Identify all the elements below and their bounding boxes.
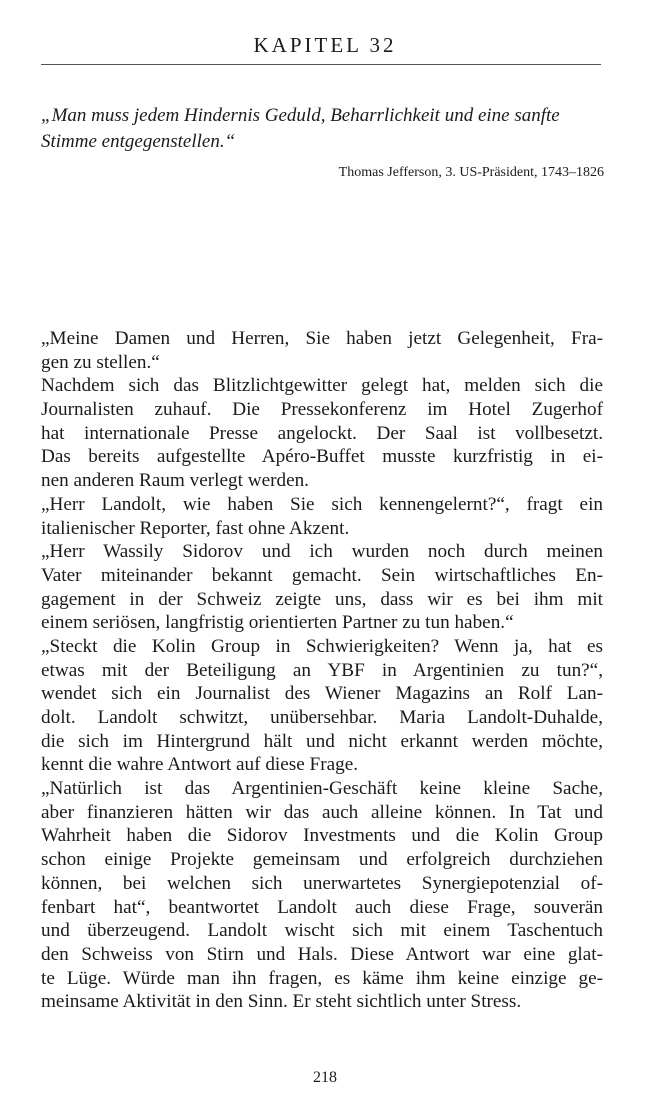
body-line: Das bereits aufgestellte Apéro-Buffet musste kurzfristig in ei- <box>41 446 603 468</box>
body-line: den Schweiss von Stirn und Hals. Diese Antwort war eine glat- <box>41 943 603 965</box>
epigraph-attribution: Thomas Jefferson, 3. US-Präsident, 1743–1826 <box>338 165 604 180</box>
body-line: dolt. Landolt schwitzt, unübersehbar. Maria Landolt-Duhalde, <box>41 707 603 728</box>
body-line: gagement in der Schweiz zeigte uns, dass wir es bei ihm mit <box>41 588 603 610</box>
body-line: schon einige Projekte gemeinsam und erfolgreich durchziehen <box>41 849 603 871</box>
body-line: hat internationale Presse angelockt. Der Saal ist vollbesetzt. <box>41 422 603 444</box>
body-line: „Meine Damen und Herren, Sie haben jetzt Gelegenheit, Fra- <box>41 328 603 349</box>
body-line: fenbart hat“, beantwortet Landolt auch diese Frage, souverän <box>41 896 603 918</box>
body-line: etwas mit der Beteiligung an YBF in Argentinien zu tun?“, <box>41 659 603 681</box>
body-line: können, bei welchen sich unerwartetes Synergiepotenzial of- <box>41 872 603 894</box>
body-line: „Steckt die Kolin Group in Schwierigkeiten? Wenn ja, hat es <box>41 635 603 657</box>
body-line: und überzeugend. Landolt wischt sich mit einem Taschentuch <box>41 920 603 942</box>
body-line: Nachdem sich das Blitzlichtgewitter gelegt hat, melden sich die <box>41 375 603 397</box>
body-line: „Herr Wassily Sidorov und ich wurden noch durch meinen <box>41 541 603 563</box>
body-line: „Natürlich ist das Argentinien-Geschäft keine kleine Sache, <box>41 778 603 800</box>
body-line: Wahrheit haben die Sidorov Investments und die Kolin Group <box>41 825 603 847</box>
body-line: kennt die wahre Antwort auf diese Frage. <box>41 754 359 776</box>
header-divider <box>41 64 601 65</box>
body-line: die sich im Hintergrund hält und nicht erkannt werden möchte, <box>41 730 603 752</box>
body-line: wendet sich ein Journalist des Wiener Magazins an Rolf Lan- <box>41 683 603 705</box>
chapter-title: KAPITEL 32 <box>253 33 397 57</box>
epigraph-quote: „Man muss jedem Hindernis Geduld, Beharrlichkeit und eine sanfte Stimme entgegenstellen.“ <box>41 105 560 152</box>
body-line: meinsame Aktivität in den Sinn. Er steht sichtlich unter Stress. <box>41 991 522 1013</box>
body-text <box>41 327 603 1014</box>
body-line: Journalisten zuhauf. Die Pressekonferenz im Hotel Zugerhof <box>41 399 603 421</box>
body-line: italienischer Reporter, fast ohne Akzent. <box>41 517 350 539</box>
page-number: 218 <box>313 1069 337 1086</box>
body-line: gen zu stellen.“ <box>41 351 160 373</box>
body-line: nen anderen Raum verlegt werden. <box>41 470 309 492</box>
body-line: te Lüge. Würde man ihn fragen, es käme ihm keine einzige ge- <box>41 967 603 989</box>
body-line: „Herr Landolt, wie haben Sie sich kennengelernt?“, fragt ein <box>41 493 603 515</box>
body-line: aber finanzieren hätten wir das auch alleine können. In Tat und <box>41 801 603 823</box>
body-line: einem seriösen, langfristig orientierten Partner zu tun haben.“ <box>41 612 514 634</box>
body-line: Vater miteinander bekannt gemacht. Sein wirtschaftliches En- <box>41 564 603 586</box>
